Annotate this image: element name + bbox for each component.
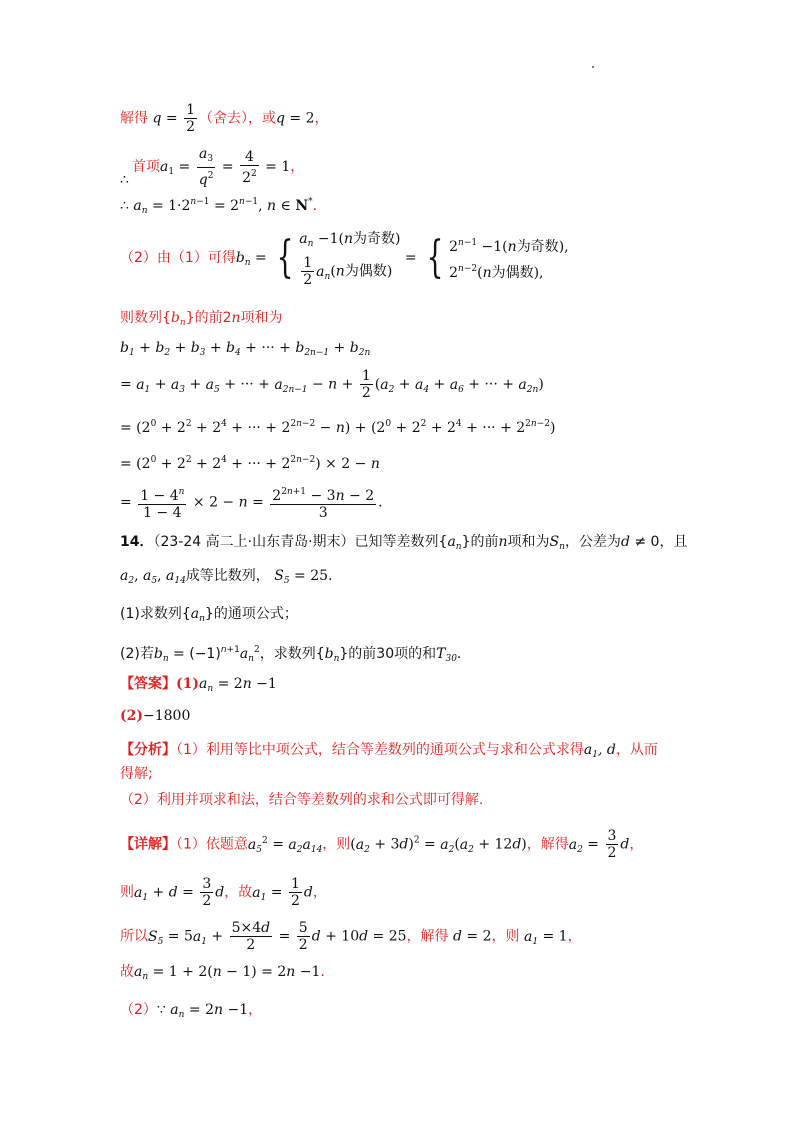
analysis-line-3: （2）利用并项求和法，结合等差数列的求和公式即可得解. — [120, 792, 484, 808]
first-term-line: 首项$a_1$ = $\frac{a_3}{q^2}$ = $\frac{4}{2^2}$ = 1， — [132, 146, 305, 188]
sum-intro: 则数列$\{b_n\}$的前2n项和为 — [120, 310, 283, 328]
sum-line-3: = ($2^0 + 2^2 + 2^4$ + ··· + $2^{2n-2} - n) + (2^0 + 2^2 + 2^4$ + ··· + $2^{2n-2}$) — [120, 419, 556, 436]
analysis-line-1: 【分析】（1）利用等比中项公式，结合等差数列的通项公式与求和公式求得$a_1$, d，从而 — [120, 742, 658, 760]
detail-line-4: 故$a_n = 1 + 2(n - 1) = 2n -1$. — [120, 964, 325, 982]
general-term-line: ∴ $a_n = 1\cdot 2^{n-1} = 2^{n-1}$, n ∈ N*. — [120, 197, 318, 216]
page-mark — [592, 66, 594, 68]
q-solution-line: 解得 q = $\frac{1}{2}$ （舍去），或q = 2， — [120, 102, 329, 135]
answer-1: 【答案】$(1)a_n = 2n -1$ — [120, 676, 277, 694]
piecewise-line: （2）由（1）可得$b_n$ = { $a_n -1(n$为奇数) $\frac{1}{2}$ $a_n(n$为偶数) = { $2^{n-1} -1(n$为奇数), $2^{n-2}(n$为偶数), — [120, 231, 569, 288]
sum-line-5: = $\frac{1 - 4^n}{1 - 4}$ × 2 − n = $\frac{2^{2n+1} - 3n - 2}{3}$ . — [120, 484, 383, 521]
therefore-symbol: ∴ — [120, 172, 129, 188]
question-1: (1)求数列$\{a_n\}$的通项公式； — [120, 606, 298, 624]
analysis-line-2: 得解; — [120, 766, 153, 782]
question-2: (2)若$b_n = (-1)^{n+1}a_n^2$，求数列$\{b_n\}$的前30项的和$T_{30}$. — [120, 645, 462, 664]
sum-line-2: = $a_1 + a_3 + a_5$ + ··· + $a_{2n-1} - n$ + $\frac{1}{2}$ ($a_2 + a_4 + a_6$ + ··· + $a_{2n}$) — [120, 368, 544, 401]
detail-line-3: 所以$S_5 = 5a_1$ + $\frac{5\times 4d}{2}$ = $\frac{5}{2}$ d + 10d = 25，解得 d = 2，则 $a_1 = 1$， — [120, 920, 582, 953]
answer-2: (2)−1800 — [120, 708, 191, 724]
sum-line-4: = ($2^0 + 2^2 + 2^4$ + ··· + $2^{2n-2}) \times 2 - n$ — [120, 455, 380, 472]
detail-line-2: 则$a_1 + d$ = $\frac{3}{2}$ d，故$a_1$ = $\frac{1}{2}$ d， — [120, 876, 327, 909]
problem-14-condition: $a_2$, $a_5$, $a_{14}$成等比数列， $S_5 = 25$. — [120, 568, 333, 586]
problem-14-stem: 14．（23-24 高二上·山东青岛·期末）已知等差数列$\{a_n\}$的前n项和为$S_n$，公差为d ≠ 0，且 — [120, 534, 688, 552]
sum-line-1: $b_1 + b_2 + b_3 + b_4$ + ··· + $b_{2n-1} + b_{2n}$ — [120, 340, 371, 358]
detail-line-5: （2）∵ $a_n = 2n -1$， — [120, 1002, 263, 1020]
detail-line-1: 【详解】（1）依题意$a_5^2 = a_2a_{14}$，则$(a_2 + 3d)^2 = a_2(a_2 + 12d)$，解得$a_2$ = $\frac{3}{2}$ d， — [120, 828, 644, 861]
